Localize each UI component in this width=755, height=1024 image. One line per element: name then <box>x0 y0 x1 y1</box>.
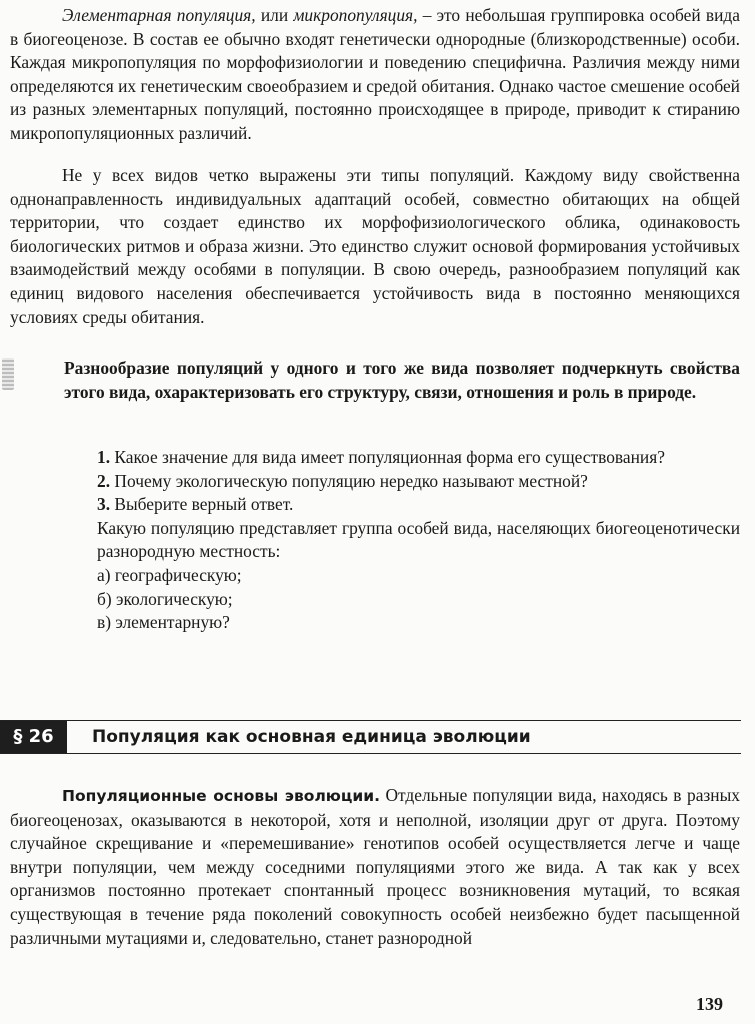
term-elementary-population: Элементарная популяция, <box>62 5 256 25</box>
question-3-prompt: Какую популяцию представляет группа особей вида, населяющих биогеоценотически разнородную местность: <box>97 517 740 562</box>
question-1-text: Какое значение для вида имеет популяционная форма его существования? <box>110 447 665 467</box>
term-micropopulation: микропопуляция, <box>293 5 418 25</box>
question-2-number: 2. <box>97 470 111 491</box>
answer-option-b: б) экологическую; <box>97 588 233 609</box>
paragraph-lead-heading: Популяционные основы эволюции. <box>62 787 380 805</box>
paragraph-text: – это небольшая группировка особей вида в биогеоценозе. В состав ее обычно входят генетически однородные (близкородственные) особи. Каждая микропопуляция по морфофизиологии и поведению специфична. Различия между ними определяются их генетическим своеобразием и средой обитания. Однако частое смешение особей из разных элементарных популяций, постоянно происходящее в природе, приводит к стиранию микропопуляционных различий. <box>10 5 740 143</box>
page-number: 139 <box>696 994 723 1014</box>
question-1-number: 1. <box>97 447 111 467</box>
section-header <box>0 720 755 754</box>
paragraph-population-basis <box>10 784 740 950</box>
review-questions <box>97 446 740 635</box>
answer-option-c: в) элементарную? <box>97 612 230 633</box>
paragraph-population-types: Не у всех видов четко выражены эти типы популяций. Каждому виду свойственна однонаправленность индивидуальных адаптаций особей, совместно обитающих на общей территории, что создает единство их морфофизиологического облика, одинаковость биологических ритмов и образа жизни. Это единство служит основой формирования устойчивых взаимодействий между особями в популяции. В свою очередь, разнообразием популяций как единиц видового населения обеспечивается устойчивость вида в постоянно меняющихся условиях среды обитания. <box>10 165 740 327</box>
question-1 <box>97 446 740 470</box>
section-number: § 26 <box>0 721 67 753</box>
question-3-text: Выберите верный ответ. <box>110 494 294 515</box>
summary-block: Разнообразие популяций у одного и того же вида позволяет подчеркнуть свойства этого вида, охарактеризовать его структуру, связи, отношения и роль в природе. <box>64 358 740 402</box>
question-2 <box>97 470 740 494</box>
paragraph-text: Отдельные популяции вида, находясь в разных биогеоценозах, оказываются в некоторой, хотя и неполной, изоляции друг от друга. Поэтому случайное скрещивание и «перемешивание» генотипов особей осуществляется легче и чаще внутри популяции, чем между соседними популяциями этого же вида. А так как у всех организмов постоянно протекает спонтанный процесс возникновения мутаций, то всякая существующая в течение ряда поколений совокупность особей неизбежно будет пасыщенной различными мутациями и, следовательно, станет разнородной <box>10 785 740 948</box>
section-title: Популяция как основная единица эволюции <box>92 727 531 747</box>
section-bottom-rule <box>0 753 741 754</box>
question-2-text: Почему экологическую популяцию нередко называют местной? <box>110 470 588 491</box>
paragraph-elementary-population <box>10 4 740 146</box>
margin-marker <box>2 358 14 390</box>
question-3 <box>97 493 740 517</box>
question-3-number: 3. <box>97 494 111 515</box>
term-connector: или <box>255 5 294 25</box>
answer-option-a: а) географическую; <box>97 564 242 585</box>
